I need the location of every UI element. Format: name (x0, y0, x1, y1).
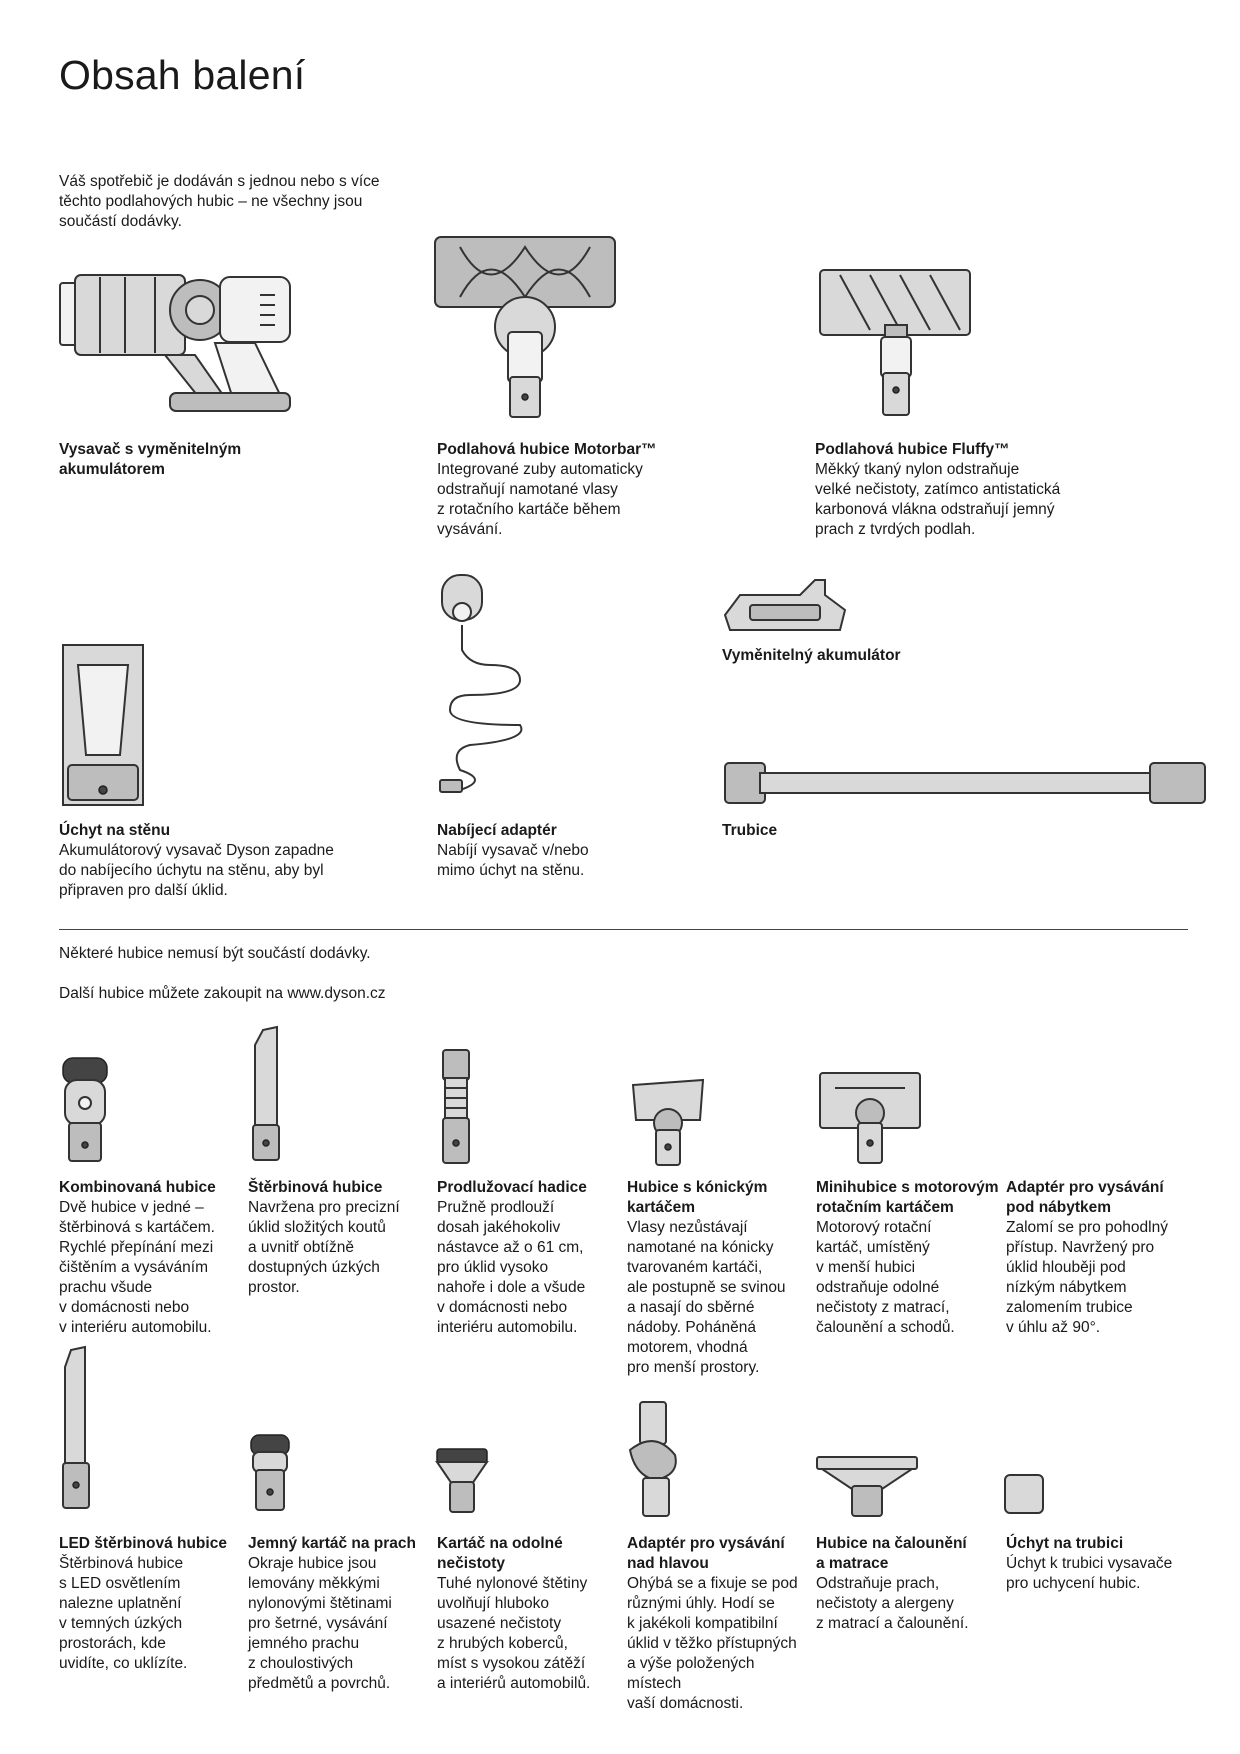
caption-fluffy: Podlahová hubice Fluffy™ Měkký tkaný nylon odstraňuje velké nečistoty, zatímco antistatická karbonová vlákna odstraňují jemný prach z tvrdých podlah. (815, 441, 1061, 538)
battery-illustration (720, 575, 850, 635)
crevice-tool-illustration (245, 1025, 285, 1165)
mini-motorised-tool-illustration (815, 1068, 925, 1168)
caption-under-furniture-adapter: Adaptér pro vysávání pod nábytkem Zalomí se pro pohodlný přístup. Navržený pro úklid hlouběji pod nízkým nábytkem zalomením trubice v úhlu až 90°. (1006, 1179, 1168, 1336)
section-divider (59, 929, 1188, 930)
caption-mattress-tool: Hubice na čalounění a matrace Odstraňuje prach, nečistoty a alergeny z matrací a čalounění. (816, 1535, 969, 1632)
soft-dusting-brush-illustration (245, 1432, 295, 1517)
caption-combination-tool: Kombinovaná hubice Dvě hubice v jedné – štěrbinová s kartáčem. Rychlé přepínání mezi čištěním a vysáváním prachu všude v domácnosti nebo v interiéru automobilu. (59, 1179, 216, 1336)
caption-charger: Nabíjecí adaptér Nabíjí vysavač v/nebo mimo úchyt na stěnu. (437, 822, 589, 879)
caption-up-top-adapter: Adaptér pro vysávání nad hlavou Ohýbá se a fixuje se pod různými úhly. Hodí se k jakékoli kompatibilní úklid v těžko přístupných a výše položených místech vaší domácnosti. (627, 1535, 798, 1712)
caption-tool-clip: Úchyt na trubici Úchyt k trubici vysavače pro uchycení hubic. (1006, 1535, 1173, 1592)
caption-led-crevice-tool: LED štěrbinová hubice Štěrbinová hubice s LED osvětlením nalezne uplatnění v temných úzkých prostorách, kde uvidíte, co uklízíte. (59, 1535, 227, 1672)
led-crevice-tool-illustration (55, 1345, 95, 1520)
stubborn-dirt-brush-illustration (432, 1446, 492, 1516)
caption-stubborn-dirt-brush: Kartáč na odolné nečistoty Tuhé nylonové štětiny uvolňují hluboko usazené nečistoty z hrubých koberců, míst s vysokou zátěží a interiérů automobilů. (437, 1535, 591, 1692)
extension-hose-illustration (435, 1048, 475, 1168)
hair-screw-tool-illustration (628, 1075, 708, 1170)
page-title: Obsah balení (59, 52, 306, 98)
vacuum-illustration (55, 255, 295, 420)
caption-battery: Vyměnitelný akumulátor (722, 647, 901, 664)
up-top-adapter-illustration (625, 1400, 685, 1520)
charger-illustration (430, 570, 550, 810)
caption-vacuum: Vysavač s vyměnitelným akumulátorem (59, 441, 242, 478)
caption-motorbar: Podlahová hubice Motorbar™ Integrované zuby automaticky odstraňují namotané vlasy z rotačního kartáče během vysávání. (437, 441, 657, 538)
intro-text: Váš spotřebič je dodáván s jednou nebo s více těchto podlahových hubic – ne všechny jsou součástí dodávky. (59, 173, 380, 230)
motorbar-head-illustration (430, 232, 620, 422)
caption-hair-screw-tool: Hubice s kónickým kartáčem Vlasy nezůstávají namotané na kónicky tvarovaném kartáči, ale postupně se svinou a nasají do sběrné nádoby. Poháněná motorem, vhodná pro menší prostory. (627, 1179, 786, 1376)
note-buy-more: Další hubice můžete zakoupit na www.dyson.cz (59, 985, 386, 1002)
combination-tool-illustration (55, 1055, 115, 1165)
wand-illustration (720, 758, 1210, 808)
tool-clip-illustration (1002, 1472, 1047, 1517)
note-not-included: Některé hubice nemusí být součástí dodávky. (59, 945, 371, 962)
wall-dock-illustration (58, 640, 148, 810)
fluffy-head-illustration (815, 265, 975, 425)
caption-extension-hose: Prodlužovací hadice Pružně prodlouží dosah jakéhokoliv nástavce až o 61 cm, pro úklid vysoko nahoře i dole a všude v domácnosti nebo interiéru automobilu. (437, 1179, 587, 1336)
caption-crevice-tool: Štěrbinová hubice Navržena pro precizní úklid složitých koutů a uvnitř obtížně dostupných úzkých prostor. (248, 1179, 400, 1296)
mattress-tool-illustration (812, 1454, 922, 1519)
caption-wand: Trubice (722, 822, 778, 839)
caption-soft-dusting-brush: Jemný kartáč na prach Okraje hubice jsou lemovány měkkými nylonovými štětinami pro šetrné, vysávání jemného prachu z choulostivých předmětů a povrchů. (248, 1535, 417, 1692)
caption-mini-motorised-tool: Minihubice s motorovým rotačním kartáčem Motorový rotační kartáč, umístěný v menší hubici odstraňuje odolné nečistoty z matrací, čalounění a schodů. (816, 1179, 999, 1336)
caption-wall-dock: Úchyt na stěnu Akumulátorový vysavač Dyson zapadne do nabíjecího úchytu na stěnu, aby byl připraven pro další úklid. (59, 822, 334, 899)
